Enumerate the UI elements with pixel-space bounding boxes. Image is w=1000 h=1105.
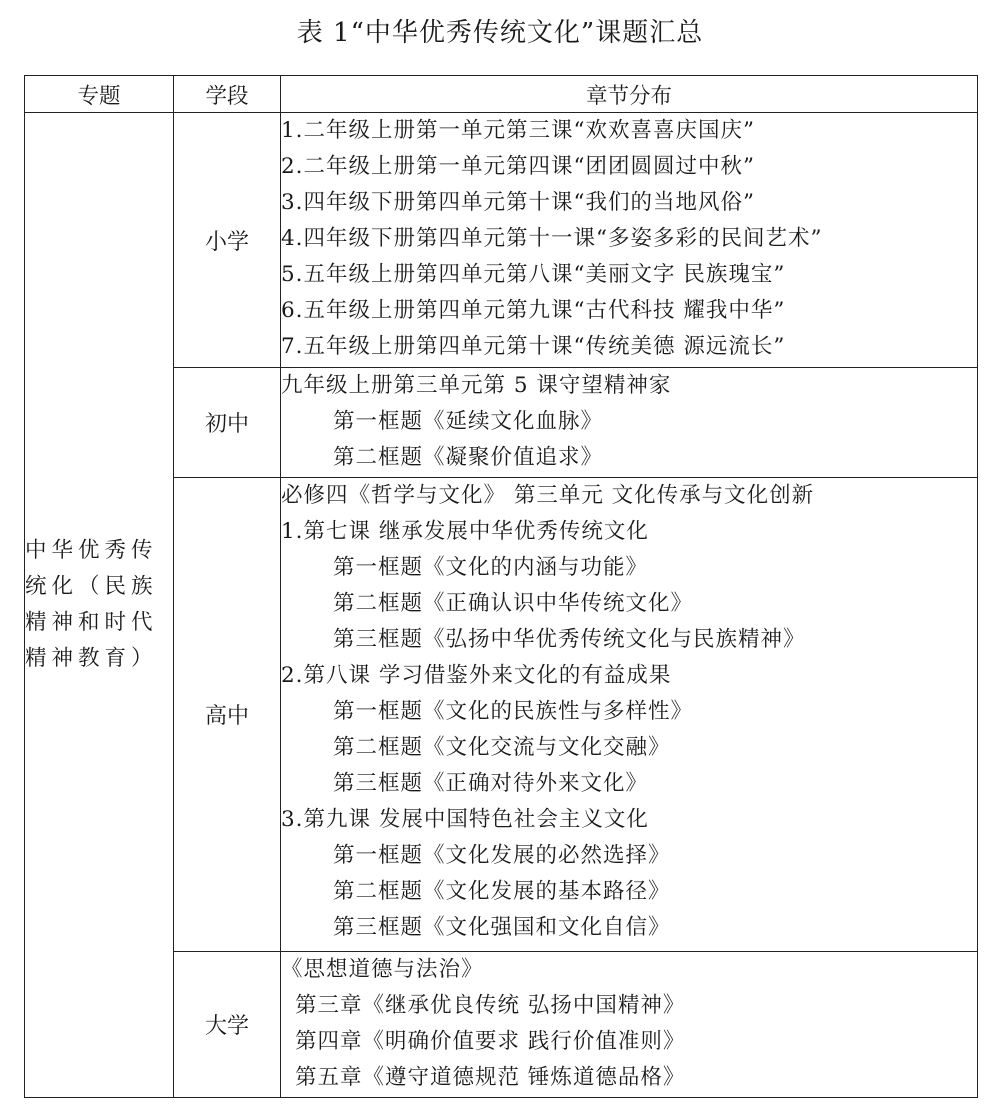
chapter-line: 1.第七课 继承发展中华优秀传统文化 <box>281 519 649 545</box>
chapter-line: 《思想道德与法治》 <box>281 956 484 982</box>
chapter-line: 九年级上册第三单元第 5 课守望精神家 <box>281 373 672 399</box>
chapter-line: 第四章《明确价值要求 践行价值准则》 <box>295 1028 686 1054</box>
chapter-line: 第三框题《文化强国和文化自信》 <box>333 915 671 941</box>
chapters-cell <box>281 113 978 368</box>
table-header <box>25 76 978 113</box>
header-topic: 专题 <box>25 76 174 113</box>
stage-cell: 初中 <box>174 368 281 478</box>
chapters-cell <box>281 478 978 951</box>
chapter-line: 第二框题《文化发展的基本路径》 <box>333 879 671 905</box>
chapter-line: 第二框题《正确认识中华传统文化》 <box>333 591 694 617</box>
table-body <box>25 113 978 1098</box>
chapter-line: 第一框题《文化的内涵与功能》 <box>333 555 649 581</box>
chapter-line: 第一框题《文化的民族性与多样性》 <box>333 699 694 725</box>
table-title: 表 1“中华优秀传统文化”课题汇总 <box>296 18 704 48</box>
stage-cell: 高中 <box>174 478 281 951</box>
chapter-line: 1.二年级上册第一单元第三课“欢欢喜喜庆国庆” <box>281 118 755 143</box>
chapters-cell <box>281 368 978 478</box>
summary-table <box>24 75 978 1098</box>
stage-cell: 小学 <box>174 113 281 368</box>
chapter-line: 第三框题《弘扬中华优秀传统文化与民族精神》 <box>333 627 806 653</box>
stage-cell: 大学 <box>174 951 281 1097</box>
chapter-line: 必修四《哲学与文化》 第三单元 文化传承与文化创新 <box>281 483 815 509</box>
chapter-line: 第二框题《文化交流与文化交融》 <box>333 735 671 761</box>
chapter-line: 2.第八课 学习借鉴外来文化的有益成果 <box>281 663 672 689</box>
chapters-cell <box>281 951 978 1097</box>
header-stage: 学段 <box>174 76 281 113</box>
chapter-line: 4.四年级下册第四单元第十一课“多姿多彩的民间艺术” <box>281 226 823 251</box>
chapter-line: 3.四年级下册第四单元第十课“我们的当地风俗” <box>281 190 755 215</box>
header-row <box>25 76 978 113</box>
chapter-line: 2.二年级上册第一单元第四课“团团圆圆过中秋” <box>281 154 755 179</box>
chapter-line: 6.五年级上册第四单元第九课“古代科技 耀我中华” <box>281 298 786 323</box>
chapter-line: 第三框题《正确对待外来文化》 <box>333 771 649 797</box>
chapter-line: 第一框题《文化发展的必然选择》 <box>333 843 671 869</box>
chapter-line: 5.五年级上册第四单元第八课“美丽文字 民族瑰宝” <box>281 262 786 287</box>
header-chapters: 章节分布 <box>281 76 978 113</box>
chapter-line: 第一框题《延续文化血脉》 <box>333 409 604 435</box>
chapter-line: 第五章《遵守道德规范 锤炼道德品格》 <box>295 1064 686 1090</box>
table-row <box>25 113 978 368</box>
chapter-line: 7.五年级上册第四单元第十课“传统美德 源远流长” <box>281 334 786 359</box>
chapter-line: 第三章《继承优良传统 弘扬中国精神》 <box>295 992 686 1018</box>
chapter-line: 3.第九课 发展中国特色社会主义文化 <box>281 807 649 833</box>
chapter-line: 第二框题《凝聚价值追求》 <box>333 445 604 471</box>
topic-cell: 中华优秀传统化（民族精神和时代精神教育） <box>25 113 174 1098</box>
